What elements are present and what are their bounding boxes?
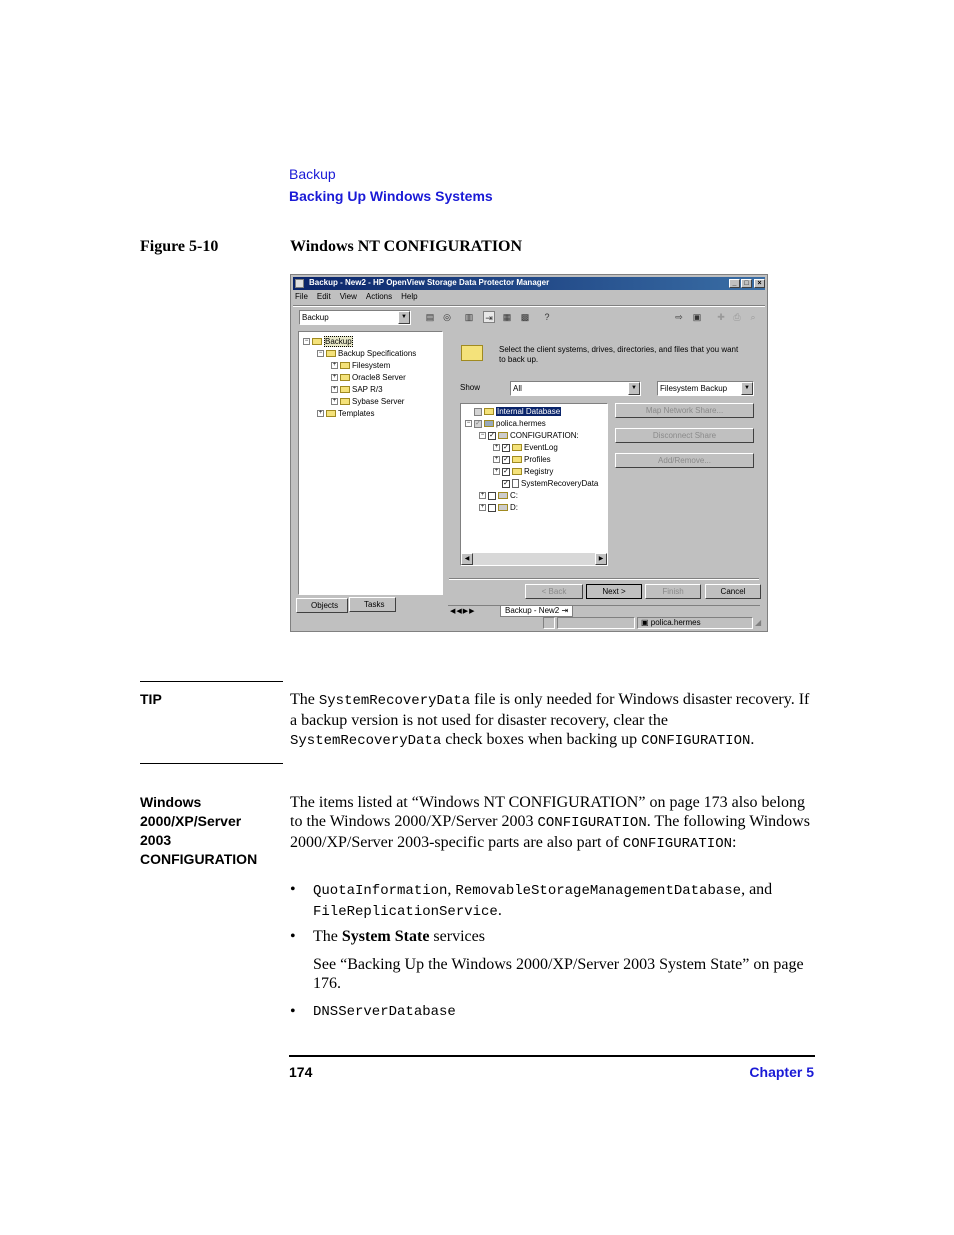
save-icon[interactable]: ▣ [692, 312, 702, 322]
tree-item-systemrecoverydata[interactable]: ✓ SystemRecoveryData [503, 479, 599, 488]
scroll-right-icon[interactable]: ▶ [595, 553, 607, 565]
show-label: Show [460, 383, 481, 392]
drive-icon [498, 504, 508, 511]
add-remove-button[interactable]: Add/Remove... [615, 453, 754, 468]
tree-item-host[interactable]: − ✓ polica.hermes [466, 419, 546, 428]
checkbox[interactable]: ✓ [475, 419, 481, 427]
expand-icon[interactable]: + [318, 410, 323, 417]
checkbox[interactable] [488, 504, 496, 512]
resize-grip-icon[interactable]: ◢ [755, 618, 762, 627]
footer-rule [289, 1055, 815, 1057]
folder-icon [512, 468, 522, 475]
pin-icon[interactable]: ⇥ [483, 311, 495, 323]
bullet-1: • [290, 881, 296, 898]
horizontal-scrollbar[interactable] [461, 553, 607, 565]
checkbox[interactable]: ✓ [503, 467, 509, 475]
expand-icon[interactable]: + [494, 444, 499, 451]
menu-file[interactable]: File [295, 292, 308, 301]
wizard-separator [449, 578, 759, 580]
running-header-section: Backup [289, 166, 336, 182]
folder-icon [312, 338, 322, 345]
checkbox[interactable]: ✓ [489, 431, 495, 439]
drive-icon [498, 492, 508, 499]
figure-title: Windows NT CONFIGURATION [290, 238, 523, 255]
toolbar-separator [293, 305, 765, 307]
status-cell [543, 617, 555, 629]
page-number: 174 [289, 1064, 313, 1080]
bullet-2-text: The System State services [313, 928, 485, 945]
bullet-2: • [290, 928, 296, 945]
tab-objects[interactable]: Objects [296, 598, 348, 613]
bullet-3: • [290, 1003, 296, 1020]
file-icon [512, 479, 519, 488]
expand-icon[interactable]: + [332, 386, 337, 393]
bullet-2-see-also: See “Backing Up the Windows 2000/XP/Server 2003 System State” on page 176. [313, 956, 804, 992]
tab-scroll-icon[interactable]: ◀◀▶▶ [450, 608, 476, 615]
folder-icon [461, 345, 483, 361]
database-icon [340, 398, 350, 405]
tip-heading: TIP [140, 691, 162, 707]
computer-icon [484, 420, 494, 427]
checkbox[interactable]: ✓ [503, 455, 509, 463]
folder-icon [340, 362, 350, 369]
export-icon[interactable]: ⇨ [675, 312, 683, 322]
checkbox[interactable]: ✓ [503, 479, 509, 487]
tree-item-sap[interactable]: + SAP R/3 [332, 385, 383, 394]
status-bar [293, 617, 765, 629]
folder-icon [512, 456, 522, 463]
refresh-icon[interactable]: ◎ [443, 312, 451, 322]
status-host-cell: ▣ polica.hermes [637, 617, 753, 629]
tree-item-backup-specifications[interactable]: − Backup Specifications [318, 349, 417, 358]
bullet-1-text: QuotaInformation, RemovableStorageManagementDatabase, and FileReplicationService. [313, 881, 773, 920]
window-title: Backup - New2 - HP OpenView Storage Data Protector Manager [309, 278, 550, 287]
status-cell [557, 617, 635, 629]
scope-pane [298, 331, 443, 595]
database-icon [484, 408, 494, 415]
section-heading: Windows 2000/XP/Server 2003 CONFIGURATION [140, 794, 258, 867]
tip-rule [140, 681, 283, 682]
tip-paragraph: The SystemRecoveryData file is only needed for Windows disaster recovery. If a backup version is not used for disaster recovery, clear the SystemRecoveryData check boxes when backing up CONFIGURATION. [290, 691, 810, 749]
tree-icon[interactable]: ▤ [425, 312, 435, 322]
back-button[interactable]: < Back [525, 584, 583, 599]
close-icon[interactable]: × [754, 279, 765, 288]
figure-label: Figure 5-10 [140, 238, 219, 255]
document-tab[interactable]: Backup - New2 ⇥ [500, 606, 573, 617]
instruction-text: Select the client systems, drives, directories, and files that you want to back up. [499, 345, 739, 364]
tree-item-configuration[interactable]: − ✓ CONFIGURATION: [480, 431, 579, 440]
app-icon [295, 279, 304, 288]
context-combo[interactable] [299, 310, 411, 325]
show-combo-value: All [513, 384, 522, 393]
menu-view[interactable]: View [339, 292, 357, 301]
maximize-icon[interactable]: □ [741, 279, 752, 288]
database-icon [340, 374, 350, 381]
collapse-icon[interactable]: − [318, 350, 323, 357]
tree-item-profiles[interactable]: + ✓ Profiles [494, 455, 551, 464]
running-header-subsection: Backing Up Windows Systems [289, 188, 493, 204]
menu-edit[interactable]: Edit [316, 292, 331, 301]
tree-item-filesystem[interactable]: + Filesystem [332, 361, 391, 370]
drive-icon [498, 432, 508, 439]
window-titlebar [293, 277, 765, 290]
expand-icon[interactable]: + [332, 398, 337, 405]
tree-item-oracle8[interactable]: + Oracle8 Server [332, 373, 406, 382]
context-combo-value: Backup [302, 313, 329, 322]
chapter-link[interactable]: Chapter 5 [749, 1064, 814, 1080]
tab-tasks[interactable]: Tasks [349, 597, 396, 612]
tree-item-internal-database[interactable]: Internal Database [465, 406, 561, 417]
tree-item-drive-c[interactable]: + C: [480, 491, 518, 500]
checkbox[interactable]: ✓ [503, 443, 509, 451]
backup-type-combo[interactable] [657, 381, 754, 396]
tree-item-sybase[interactable]: + Sybase Server [332, 397, 405, 406]
tools-icon[interactable]: ✚ [717, 312, 725, 322]
section-rule [140, 763, 283, 764]
checkbox[interactable] [474, 408, 482, 416]
source-tree-pane [460, 403, 608, 566]
next-button[interactable]: Next > [586, 584, 642, 599]
menu-help[interactable]: Help [401, 292, 418, 301]
computer-icon: ▣ [641, 618, 651, 627]
tree-item-backup[interactable]: − Backup [304, 337, 352, 346]
document-tab-strip [448, 605, 760, 617]
chevron-down-icon[interactable]: ▼ [741, 382, 753, 395]
expand-icon[interactable]: + [480, 492, 485, 499]
expand-icon[interactable]: + [480, 504, 485, 511]
grid-icon[interactable]: ▩ [520, 312, 530, 322]
details-icon[interactable]: ▦ [502, 312, 512, 322]
collapse-icon[interactable]: − [304, 338, 309, 345]
section-intro: The items listed at “Windows NT CONFIGURATION” on page 173 also belong to the Windows 2000/XP/Server 2003 CONFIGURATION. The following Windows 2000/XP/Server 2003-specific parts are also part of CONFIGURATION: [290, 794, 810, 852]
bullet-3-text: DNSServerDatabase [313, 1004, 456, 1020]
checkbox[interactable] [488, 492, 496, 500]
scroll-left-icon[interactable]: ◀ [461, 553, 473, 565]
map-network-share-button[interactable]: Map Network Share... [615, 403, 754, 418]
help-icon[interactable]: ? [544, 312, 550, 322]
collapse-icon[interactable]: − [466, 420, 471, 427]
minimize-icon[interactable]: _ [729, 279, 740, 288]
menu-actions[interactable]: Actions [365, 292, 393, 301]
expand-icon[interactable]: + [332, 374, 337, 381]
show-combo[interactable] [510, 381, 641, 396]
search-icon[interactable]: ⌕ [750, 312, 756, 322]
collapse-icon[interactable]: − [480, 432, 485, 439]
expand-icon[interactable]: + [494, 468, 499, 475]
folder-icon [512, 444, 522, 451]
server-icon [340, 386, 350, 393]
print-icon[interactable]: ⎙ [733, 312, 741, 322]
chevron-down-icon[interactable]: ▼ [398, 311, 410, 324]
backup-type-value: Filesystem Backup [660, 384, 728, 393]
chevron-down-icon[interactable]: ▼ [628, 382, 640, 395]
expand-icon[interactable]: + [332, 362, 337, 369]
menu-bar [295, 292, 427, 304]
cancel-button[interactable]: Cancel [705, 584, 761, 599]
tree-item-templates[interactable]: + Templates [318, 409, 375, 418]
tree-item-eventlog[interactable]: + ✓ EventLog [494, 443, 558, 452]
tree-item-drive-d[interactable]: + D: [480, 503, 518, 512]
disconnect-share-button[interactable]: Disconnect Share [615, 428, 754, 443]
app-window-screenshot [290, 274, 768, 632]
finish-button[interactable]: Finish [645, 584, 701, 599]
book-icon [326, 350, 336, 357]
template-icon [326, 410, 336, 417]
list-icon[interactable]: ▥ [464, 312, 474, 322]
expand-icon[interactable]: + [494, 456, 499, 463]
tree-item-registry[interactable]: + ✓ Registry [494, 467, 554, 476]
